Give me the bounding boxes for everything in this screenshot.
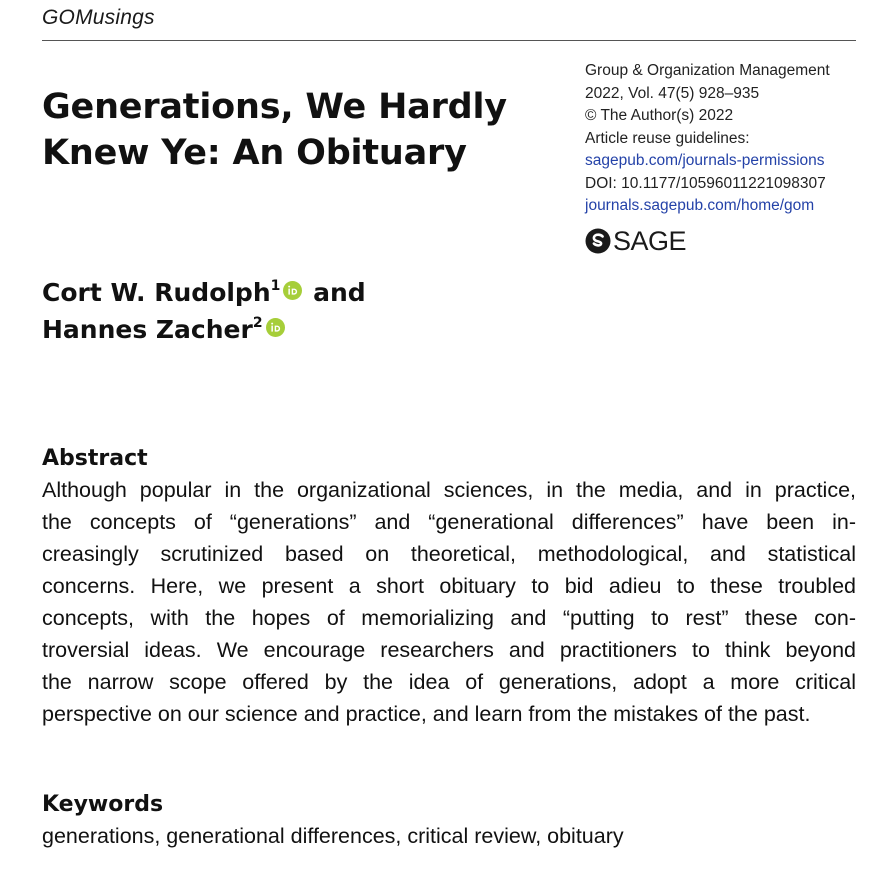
journal-home-link[interactable]: journals.sagepub.com/home/gom [585, 197, 815, 214]
affiliation-marker: 2 [252, 314, 263, 331]
abstract-line: the narrow scope offered by the idea of generations, adopt a more critical [42, 670, 856, 694]
title-line-1: Generations, We Hardly [42, 87, 507, 127]
abstract-line: Although popular in the organizational sciences, in the media, and in practice, [42, 478, 856, 502]
abstract-line: perspective on our science and practice, and learn from the mistakes of the past. [42, 702, 811, 726]
abstract-body [42, 474, 856, 730]
abstract-line: concepts, with the hopes of memorializing and “putting to rest” these con- [42, 606, 856, 630]
abstract-line: concerns. Here, we present a short obituary to bid adieu to these troubled [42, 574, 856, 598]
section-label: GOMusings [42, 6, 155, 29]
author-line-2 [42, 311, 522, 348]
reuse-guidelines-label: Article reuse guidelines: [585, 129, 750, 147]
header-rule [42, 40, 856, 41]
abstract-heading: Abstract [42, 446, 148, 471]
article-title [42, 84, 562, 176]
sage-logo [585, 226, 686, 256]
journal-name: Group & Organization Management [585, 62, 830, 79]
author-name: Cort W. Rudolph [42, 278, 271, 307]
affiliation-marker: 1 [270, 277, 281, 294]
permissions-link[interactable]: sagepub.com/journals-permissions [585, 152, 825, 169]
abstract-line: troversial ideas. We encourage researchers and practitioners to think beyond [42, 638, 856, 662]
author-list [42, 274, 522, 348]
sage-logo-text: SAGE [613, 226, 687, 256]
abstract-line: the concepts of “generations” and “generational differences” have been in- [42, 510, 856, 534]
journal-info [585, 60, 885, 218]
keywords-list: generations, generational differences, critical review, obituary [42, 824, 624, 848]
author-name: Hannes Zacher [42, 315, 253, 344]
abstract-line: creasingly scrutinized based on theoretical, methodological, and statistical [42, 542, 856, 566]
doi-line: DOI: 10.1177/10596011221098307 [585, 174, 826, 192]
author-connector: and [304, 278, 366, 307]
title-line-2: Knew Ye: An Obituary [42, 133, 467, 173]
journal-volume: 2022, Vol. 47(5) 928–935 [585, 84, 760, 102]
orcid-icon[interactable] [283, 281, 302, 300]
orcid-icon[interactable] [266, 318, 285, 337]
copyright-line: © The Author(s) 2022 [585, 107, 734, 124]
author-line-1 [42, 274, 522, 311]
sage-logo-icon [585, 228, 611, 254]
keywords-heading: Keywords [42, 792, 164, 817]
